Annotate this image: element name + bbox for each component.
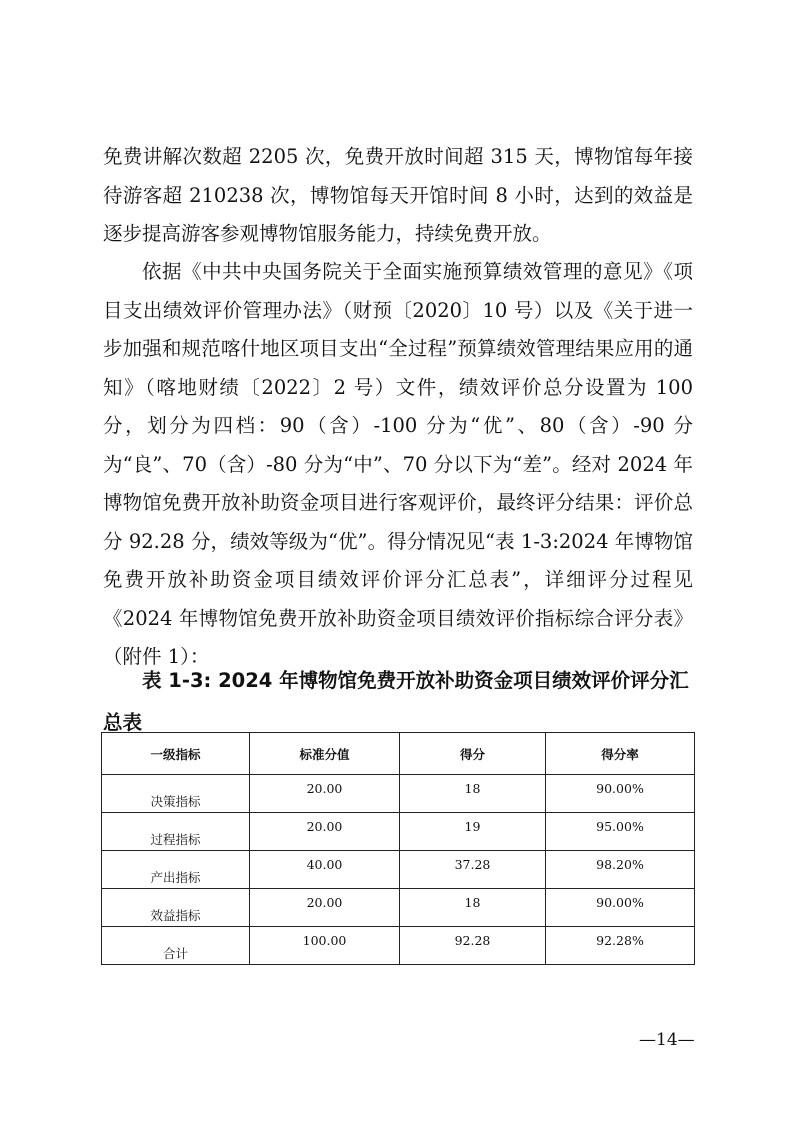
row-score: 37.28: [454, 857, 491, 872]
header-score-rate: 得分率: [546, 733, 695, 775]
row-standard-score: 20.00: [306, 819, 343, 834]
table-caption: 表 1-3: 2024 年博物馆免费开放补助资金项目绩效评价评分汇总表: [103, 669, 689, 734]
page-number: —14—: [639, 1030, 695, 1050]
row-score: 18: [464, 895, 481, 910]
row-score: 18: [464, 781, 481, 796]
table-row: [102, 775, 695, 813]
header-score: 得分: [400, 733, 546, 775]
header-primary-indicator: 一级指标: [102, 733, 250, 775]
total-label: 合计: [162, 945, 188, 961]
table-row: [102, 813, 695, 851]
row-score-rate: 95.00%: [596, 819, 644, 834]
table-row: [102, 889, 695, 927]
body-paragraph-1: 免费讲解次数超 2205 次，免费开放时间超 315 天，博物馆每年接待游客超 210238 次，博物馆每天开馆时间 8 小时，达到的效益是逐步提高游客参观博物馆服务能力，持续免费开放。: [103, 145, 693, 245]
row-score-rate: 90.00%: [596, 781, 644, 796]
row-score-rate: 90.00%: [596, 895, 644, 910]
total-standard-score: 100.00: [302, 933, 347, 948]
total-score: 92.28: [454, 933, 491, 948]
row-standard-score: 20.00: [306, 895, 343, 910]
score-summary-table: [101, 732, 695, 965]
row-indicator-name: 过程指标: [150, 831, 201, 847]
header-standard-score: 标准分值: [250, 733, 400, 775]
table-total-row: [102, 927, 695, 965]
row-score: 19: [464, 819, 481, 834]
body-paragraph-2: 依据《中共中央国务院关于全面实施预算绩效管理的意见》《项目支出绩效评价管理办法》（财预〔2020〕10 号）以及《关于进一步加强和规范喀什地区项目支出“全过程”预算绩效管理结果应用的通知》（喀地财绩〔2022〕2 号）文件，绩效评价总分设置为 100 分，划分为四档：90（含）-100 分为“优”、80（含）-90 分为“良”、70（含）-80 分为“中”、70 分以下为“差”。经对 2024 年博物馆免费开放补助资金项目进行客观评价，最终评分结果：评价总分 92.28 分，绩效等级为“优”。得分情况见“表 1-3:2024 年博物馆免费开放补助资金项目绩效评价评分汇总表”，详细评分过程见《2024 年博物馆免费开放补助资金项目绩效评价指标综合评分表》（附件 1）：: [103, 260, 693, 668]
total-score-rate: 92.28%: [596, 933, 644, 948]
table-row: [102, 851, 695, 889]
table-header-row: [102, 733, 695, 775]
row-indicator-name: 产出指标: [150, 869, 201, 885]
row-indicator-name: 效益指标: [150, 907, 201, 923]
row-standard-score: 20.00: [306, 781, 343, 796]
row-standard-score: 40.00: [306, 857, 343, 872]
row-indicator-name: 决策指标: [150, 793, 201, 809]
row-score-rate: 98.20%: [596, 857, 644, 872]
